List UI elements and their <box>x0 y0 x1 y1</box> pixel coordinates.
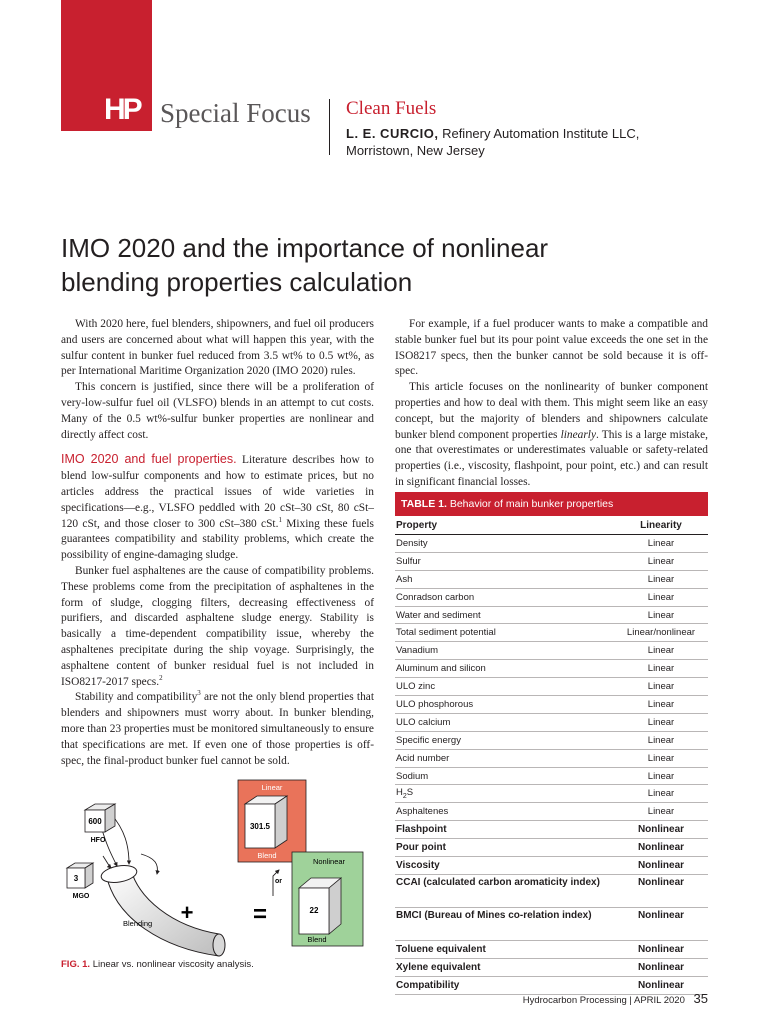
viscosity-figure <box>61 778 381 958</box>
linearity-cell: Nonlinear <box>637 876 685 888</box>
table-row <box>395 732 708 750</box>
property-cell: Total sediment potential <box>396 627 496 639</box>
author-location: Morristown, New Jersey <box>346 143 485 158</box>
table-row <box>395 803 708 821</box>
property-cell: Asphaltenes <box>396 806 449 818</box>
property-cell: Sodium <box>396 770 429 782</box>
left-column <box>61 317 374 769</box>
property-cell: Compatibility <box>396 979 460 991</box>
table-row <box>395 821 708 839</box>
paragraph-with-subhead: IMO 2020 and fuel properties. Literature describes how to blend low-sulfur components and how to estimate prices, but no articles address the practical issues of wide varieties in specifications—e.g., VLSFO peddled with 20 cSt–30 cSt, 80 cSt–120 cSt, and those closer to 300 cSt–380 cSt.$^1$ Mixing these fuels guarantees compatibility and stability problems, which create the possibility of engine-damaging sludge. <box>61 452 374 562</box>
linearity-cell: Nonlinear <box>637 943 685 955</box>
property-cell: Conradson carbon <box>396 591 475 603</box>
paragraph: This article focuses on the nonlinearity of bunker component properties and how to deal with them. This might seem like an easy concept, but the majority of blenders and shipowners calculate bunker blend component properties linearly. This is a large mistake, one that overestimates or underestimates valuable or safety-related properties (i.e., viscosity, flashpoint, pour point, etc.) and can result in significant financial losses. <box>395 381 708 488</box>
title-line-2: blending properties calculation <box>61 267 413 297</box>
linearity-cell: Linear <box>647 806 675 818</box>
nonlinear-result-box <box>292 852 363 946</box>
page-number: 35 <box>693 991 708 1006</box>
column-header-linearity: Linearity <box>640 519 682 531</box>
table-row <box>395 678 708 696</box>
linearity-cell: Linear <box>647 645 675 657</box>
table-row <box>395 857 708 875</box>
property-cell: ULO zinc <box>396 681 436 693</box>
paragraph: This concern is justified, since there will be a proliferation of very-low-sulfur fuel oil (VLSFO) blends in an attempt to cut costs. Many of the 0.5 wt%-sulfur bunker properties are nonlinear and directly affect cost. <box>61 381 374 441</box>
table-row <box>395 959 708 977</box>
equals-sign: = <box>252 901 268 928</box>
linearity-cell: Linear <box>647 788 675 800</box>
byline <box>346 125 639 159</box>
linear-value: 301.5 <box>249 822 271 831</box>
blending-label: Blending <box>123 919 153 928</box>
blending-pipe <box>100 863 225 956</box>
issue-date: APRIL 2020 <box>634 995 685 1006</box>
flow-arrow <box>141 854 157 874</box>
property-cell: ULO calcium <box>396 716 451 728</box>
linearity-cell: Nonlinear <box>637 979 685 991</box>
table-caption: TABLE 1. Behavior of main bunker properties <box>395 492 708 516</box>
figure-caption: FIG. 1. Linear vs. nonlinear viscosity analysis. <box>61 959 254 970</box>
nonlinear-title: Nonlinear <box>312 857 346 866</box>
paragraph: Bunker fuel asphaltenes are the cause of compatibility problems. These problems come from the precipitation of asphaltenes in the form of sludge, clogging filters, decreasing effectiveness of purifiers, and discarded asphaltene sludge energy. Stability is basically a time-dependent compatibility issue, whereby the asphaltenes precipitate during the ship voyage. Surprisingly, the asphaltene content of bunker residual fuel is not included in ISO8217-2017 specs.$^2$ <box>61 564 374 688</box>
property-cell: Pour point <box>396 842 446 854</box>
table-row <box>395 839 708 857</box>
linearity-cell: Linear <box>647 681 675 693</box>
section-title: Special Focus <box>160 98 311 128</box>
table-row <box>395 750 708 768</box>
or-label: or <box>275 878 282 885</box>
linearity-cell: Linear <box>647 752 675 764</box>
properties-table <box>395 492 708 995</box>
nonlinear-value: 22 <box>309 906 319 915</box>
subhead: IMO 2020 and fuel properties. <box>61 452 237 467</box>
property-cell: Toluene equivalent <box>396 943 486 955</box>
linearity-cell: Linear <box>647 734 675 746</box>
property-cell: Acid number <box>396 752 450 764</box>
flow-arrow <box>103 856 111 868</box>
table-row <box>395 607 708 625</box>
table-row <box>395 696 708 714</box>
hfo-value: 600 <box>88 817 102 826</box>
table-row <box>395 624 708 642</box>
property-cell: $H_2S$ <box>396 787 414 801</box>
linear-blend-label: Blend <box>257 851 277 860</box>
linearity-cell: Linear <box>647 716 675 728</box>
property-cell: Sulfur <box>396 555 421 567</box>
linear-result-box <box>238 780 306 862</box>
table-row <box>395 571 708 589</box>
linearity-cell: Nonlinear <box>637 824 685 836</box>
linearity-cell: Linear <box>647 573 675 585</box>
table-row <box>395 553 708 571</box>
hfo-label: HFO <box>90 837 106 844</box>
right-column <box>395 317 708 491</box>
table-row <box>395 660 708 678</box>
linearity-cell: Nonlinear <box>637 842 685 854</box>
property-cell: Water and sediment <box>396 609 481 621</box>
article-title <box>61 231 701 299</box>
linearity-cell: Linear <box>647 555 675 567</box>
table-row <box>395 714 708 732</box>
mgo-label: MGO <box>72 893 90 900</box>
linearity-cell: Linear <box>647 609 675 621</box>
property-cell: Xylene equivalent <box>396 961 481 973</box>
journal-name: Hydrocarbon Processing <box>522 995 627 1006</box>
table-row <box>395 642 708 660</box>
property-cell: Flashpoint <box>396 824 447 836</box>
linearity-cell: Linear/nonlinear <box>626 627 696 639</box>
header-divider <box>329 99 330 155</box>
linearity-cell: Linear <box>647 770 675 782</box>
mgo-cube <box>67 863 93 900</box>
table-row <box>395 875 708 908</box>
property-cell: CCAI (calculated carbon aromaticity index) <box>396 876 600 888</box>
linearity-cell: Nonlinear <box>637 859 685 871</box>
property-cell: Viscosity <box>396 859 440 871</box>
nonlinear-blend-label: Blend <box>307 935 327 944</box>
linearity-cell: Nonlinear <box>637 909 685 921</box>
table-row <box>395 768 708 786</box>
table-body <box>395 535 708 995</box>
linearity-cell: Linear <box>647 663 675 675</box>
linearity-cell: Linear <box>647 591 675 603</box>
paragraph: Stability and compatibility$^3$ are not the only blend properties that blenders and shipowners must worry about. In bunker blending, more than 23 properties must be monitored simultaneously to ensure that specifications are met. If even one of those properties is off-spec, the final-product bunker fuel cannot be sold. <box>61 689 374 767</box>
footer-separator: | <box>629 995 632 1006</box>
table-row <box>395 908 708 941</box>
hp-logo: HP <box>104 93 140 126</box>
property-cell: Vanadium <box>396 645 439 657</box>
topic-title: Clean Fuels <box>346 98 437 119</box>
property-cell: BMCI (Bureau of Mines co-relation index) <box>396 909 592 921</box>
linear-title: Linear <box>261 783 283 792</box>
table-row <box>395 589 708 607</box>
property-cell: Density <box>396 537 428 549</box>
paragraph: For example, if a fuel producer wants to make a compatible and stable bunker fuel but its pour point value exceeds the one set in the ISO8217 specs, then the bunker cannot be sold because it is off-spec. <box>395 318 708 378</box>
property-cell: Specific energy <box>396 734 461 746</box>
author-affiliation: Refinery Automation Institute LLC, <box>442 126 640 141</box>
column-header-property: Property <box>396 519 438 531</box>
property-cell: Ash <box>396 573 413 585</box>
hfo-cube <box>85 804 115 844</box>
property-cell: Aluminum and silicon <box>396 663 486 675</box>
paragraph: With 2020 here, fuel blenders, shipowners, and fuel oil producers and users are concerned about what will happen this year, with the sulfur content in bunker fuel reduced from 3.5 wt% to 0.5 wt%, as per International Maritime Organization 2020 (IMO 2020) rules. <box>61 318 374 378</box>
table-header-row <box>395 516 708 535</box>
table-row <box>395 785 708 803</box>
linearity-cell: Linear <box>647 698 675 710</box>
property-cell: ULO phosphorous <box>396 698 474 710</box>
mgo-value: 3 <box>73 874 79 883</box>
table-row <box>395 941 708 959</box>
table-row <box>395 535 708 553</box>
linearity-cell: Linear <box>647 537 675 549</box>
page-footer <box>523 991 708 1006</box>
linearity-cell: Nonlinear <box>637 961 685 973</box>
author-name: L. E. CURCIO, <box>346 126 439 141</box>
plus-sign: + <box>180 900 194 925</box>
title-line-1: IMO 2020 and the importance of nonlinear <box>61 233 549 263</box>
